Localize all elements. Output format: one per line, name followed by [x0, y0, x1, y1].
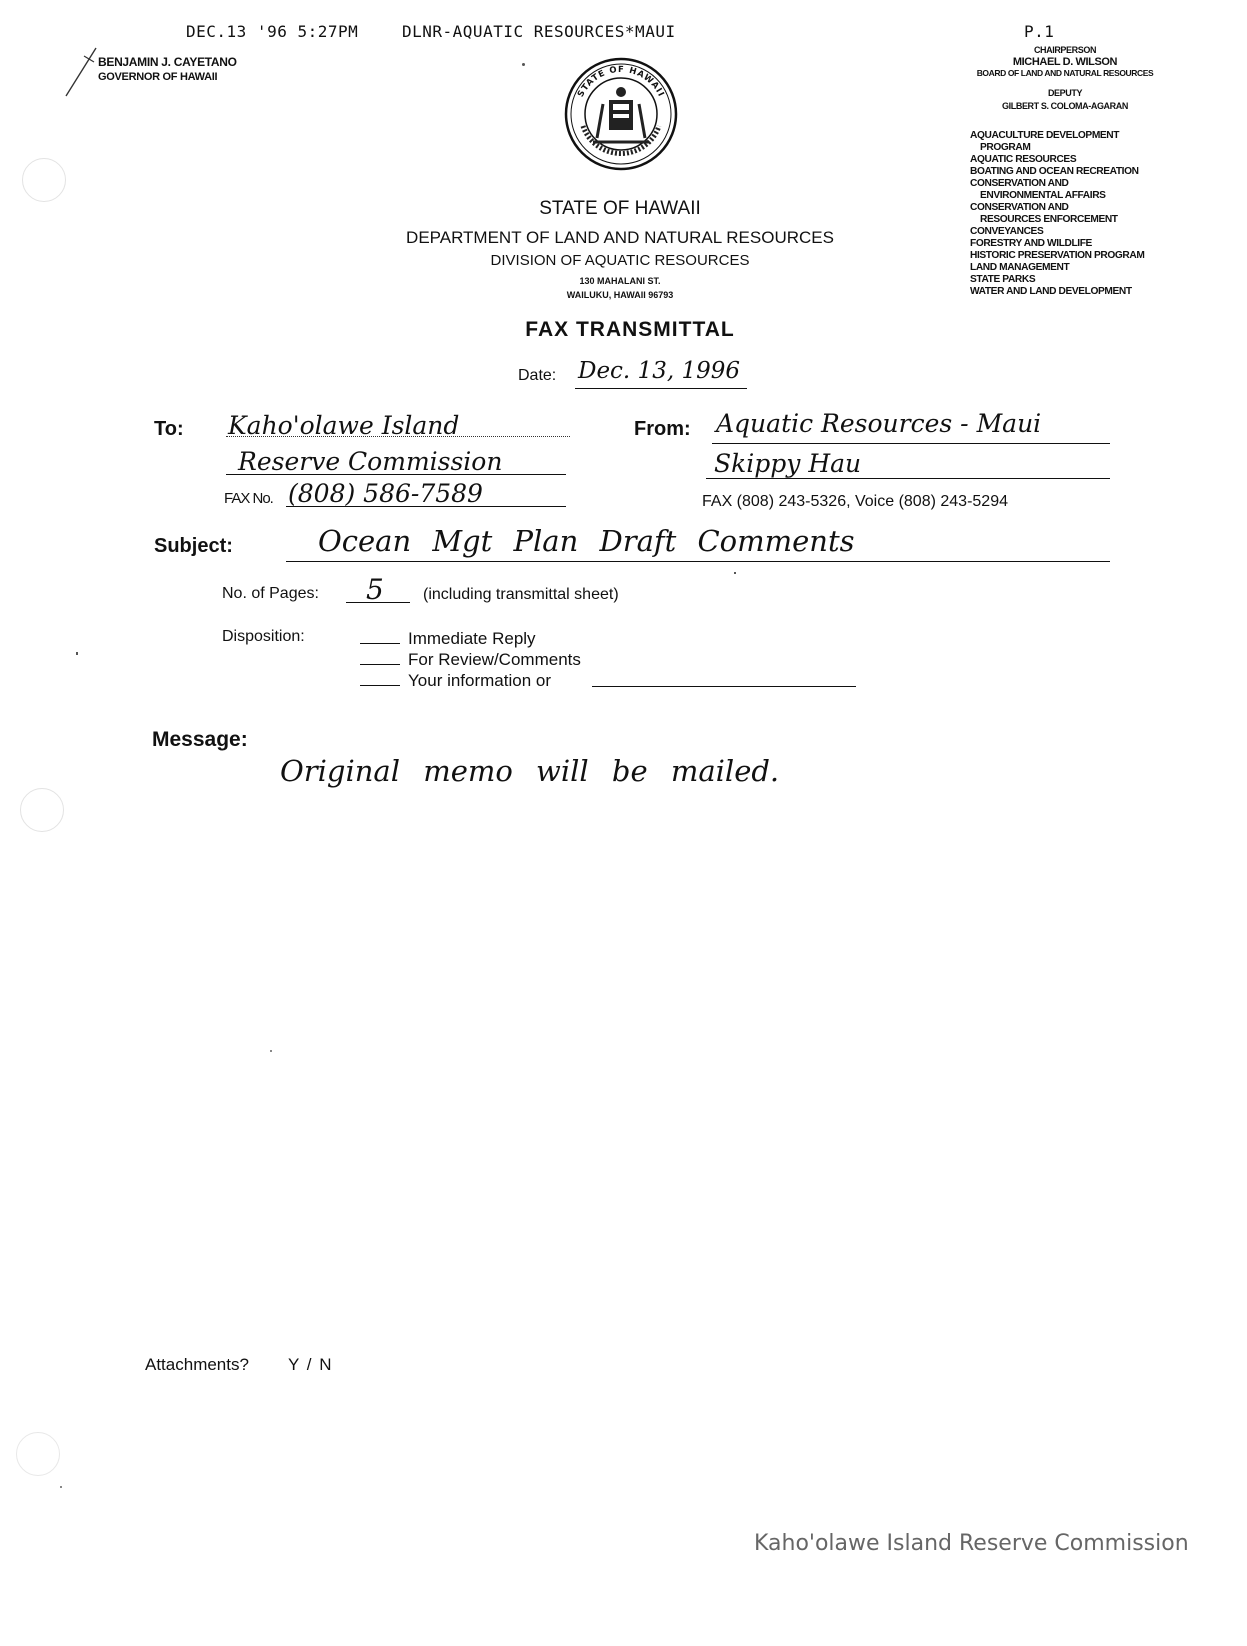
- to-label: To:: [154, 418, 184, 440]
- dot-mark: [60, 1486, 62, 1488]
- governor-name: BENJAMIN J. CAYETANO: [98, 55, 237, 69]
- subject-label: Subject:: [154, 535, 233, 557]
- dot-mark: [734, 572, 736, 574]
- pages-rule: [346, 602, 410, 603]
- letterhead-city: WAILUKU, HAWAII 96793: [566, 290, 674, 300]
- disposition-option-review-comments: For Review/Comments: [408, 650, 581, 669]
- to-fax-value: (808) 586-7589: [288, 479, 483, 508]
- division-item: STATE PARKS: [970, 274, 1036, 285]
- division-item: FORESTRY AND WILDLIFE: [970, 238, 1092, 249]
- disposition-option-immediate-reply: Immediate Reply: [408, 629, 536, 648]
- seal-year: 1959: [612, 81, 630, 88]
- division-item: AQUATIC RESOURCES: [970, 154, 1077, 165]
- division-item: WATER AND LAND DEVELOPMENT: [970, 286, 1132, 297]
- pages-note: (including transmittal sheet): [423, 586, 619, 603]
- division-item: BOATING AND OCEAN RECREATION: [970, 166, 1139, 177]
- seal-text: STATE OF HAWAII: [576, 64, 667, 99]
- to-line2-rule: [226, 474, 566, 475]
- disposition-blank[interactable]: [360, 664, 400, 665]
- from-line2-rule: [706, 478, 1110, 479]
- from-contact: FAX (808) 243-5326, Voice (808) 243-5294: [702, 493, 1008, 510]
- subject-value: Ocean Mgt Plan Draft Comments: [318, 524, 855, 558]
- letterhead-state: STATE OF HAWAII: [539, 198, 701, 219]
- chairperson-label: CHAIRPERSON: [1033, 45, 1097, 55]
- dot-mark: [76, 652, 78, 655]
- division-item: CONSERVATION AND: [970, 202, 1069, 213]
- fax-sender-line: DLNR-AQUATIC RESOURCES*MAUI: [402, 22, 676, 41]
- to-line2: Reserve Commission: [238, 447, 503, 476]
- disposition-other-field[interactable]: [592, 686, 856, 687]
- chairperson-board: BOARD OF LAND AND NATURAL RESOURCES: [976, 68, 1154, 78]
- disposition-blank[interactable]: [360, 685, 400, 686]
- division-item: HISTORIC PRESERVATION PROGRAM: [970, 250, 1145, 261]
- subject-rule: [286, 561, 1110, 562]
- message-value: Original memo will be mailed.: [280, 754, 780, 788]
- attachments-options: Y / N: [288, 1355, 332, 1374]
- date-label: Date:: [518, 367, 557, 384]
- to-line1-rule: [226, 436, 570, 437]
- division-item: ENVIRONMENTAL AFFAIRS: [980, 190, 1106, 201]
- letterhead-department: DEPARTMENT OF LAND AND NATURAL RESOURCES: [406, 228, 834, 247]
- deputy-name: GILBERT S. COLOMA-AGARAN: [1002, 101, 1128, 111]
- division-item: PROGRAM: [980, 142, 1031, 153]
- pages-label: No. of Pages:: [222, 585, 319, 602]
- state-seal: [563, 56, 679, 172]
- fax-page-number: P.1: [1024, 22, 1055, 41]
- chairperson-name: MICHAEL D. WILSON: [1012, 56, 1118, 68]
- fax-timestamp: DEC.13 '96 5:27PM: [186, 22, 359, 41]
- dot-mark: [270, 1050, 272, 1052]
- to-line1: Kaho'olawe Island: [228, 411, 460, 440]
- from-label: From:: [634, 418, 691, 440]
- deputy-label: DEPUTY: [1047, 88, 1083, 98]
- punch-hole-mark: [16, 1432, 60, 1476]
- disposition-label: Disposition:: [222, 628, 305, 645]
- division-item: AQUACULTURE DEVELOPMENT: [970, 130, 1120, 141]
- division-item: CONVEYANCES: [970, 226, 1044, 237]
- punch-hole-mark: [22, 158, 66, 202]
- from-line2: Skippy Hau: [714, 449, 862, 478]
- governor-title: GOVERNOR OF HAWAII: [98, 71, 218, 83]
- date-value: Dec. 13, 1996: [578, 358, 740, 384]
- to-fax-rule: [286, 506, 566, 507]
- pages-value: 5: [366, 573, 384, 606]
- collection-watermark: Kaho'olawe Island Reserve Commission: [754, 1531, 1189, 1556]
- division-item: RESOURCES ENFORCEMENT: [980, 214, 1118, 225]
- from-line1-rule: [712, 443, 1110, 444]
- pen-mark: [60, 44, 100, 100]
- from-line1: Aquatic Resources - Maui: [716, 409, 1042, 438]
- date-underline: [575, 388, 747, 389]
- attachments-label: Attachments?: [145, 1355, 249, 1374]
- letterhead-street: 130 MAHALANI ST.: [579, 276, 661, 286]
- dot-mark: [522, 63, 525, 66]
- disposition-option-your-information: Your information or: [408, 671, 552, 690]
- division-list: [970, 130, 1170, 298]
- to-fax-label: FAX No.: [224, 490, 273, 507]
- division-item: LAND MANAGEMENT: [970, 262, 1070, 273]
- form-title: FAX TRANSMITTAL: [525, 318, 735, 341]
- message-label: Message:: [152, 728, 248, 751]
- punch-hole-mark: [20, 788, 64, 832]
- letterhead-division: DIVISION OF AQUATIC RESOURCES: [490, 252, 750, 269]
- division-item: CONSERVATION AND: [970, 178, 1069, 189]
- disposition-blank[interactable]: [360, 643, 400, 644]
